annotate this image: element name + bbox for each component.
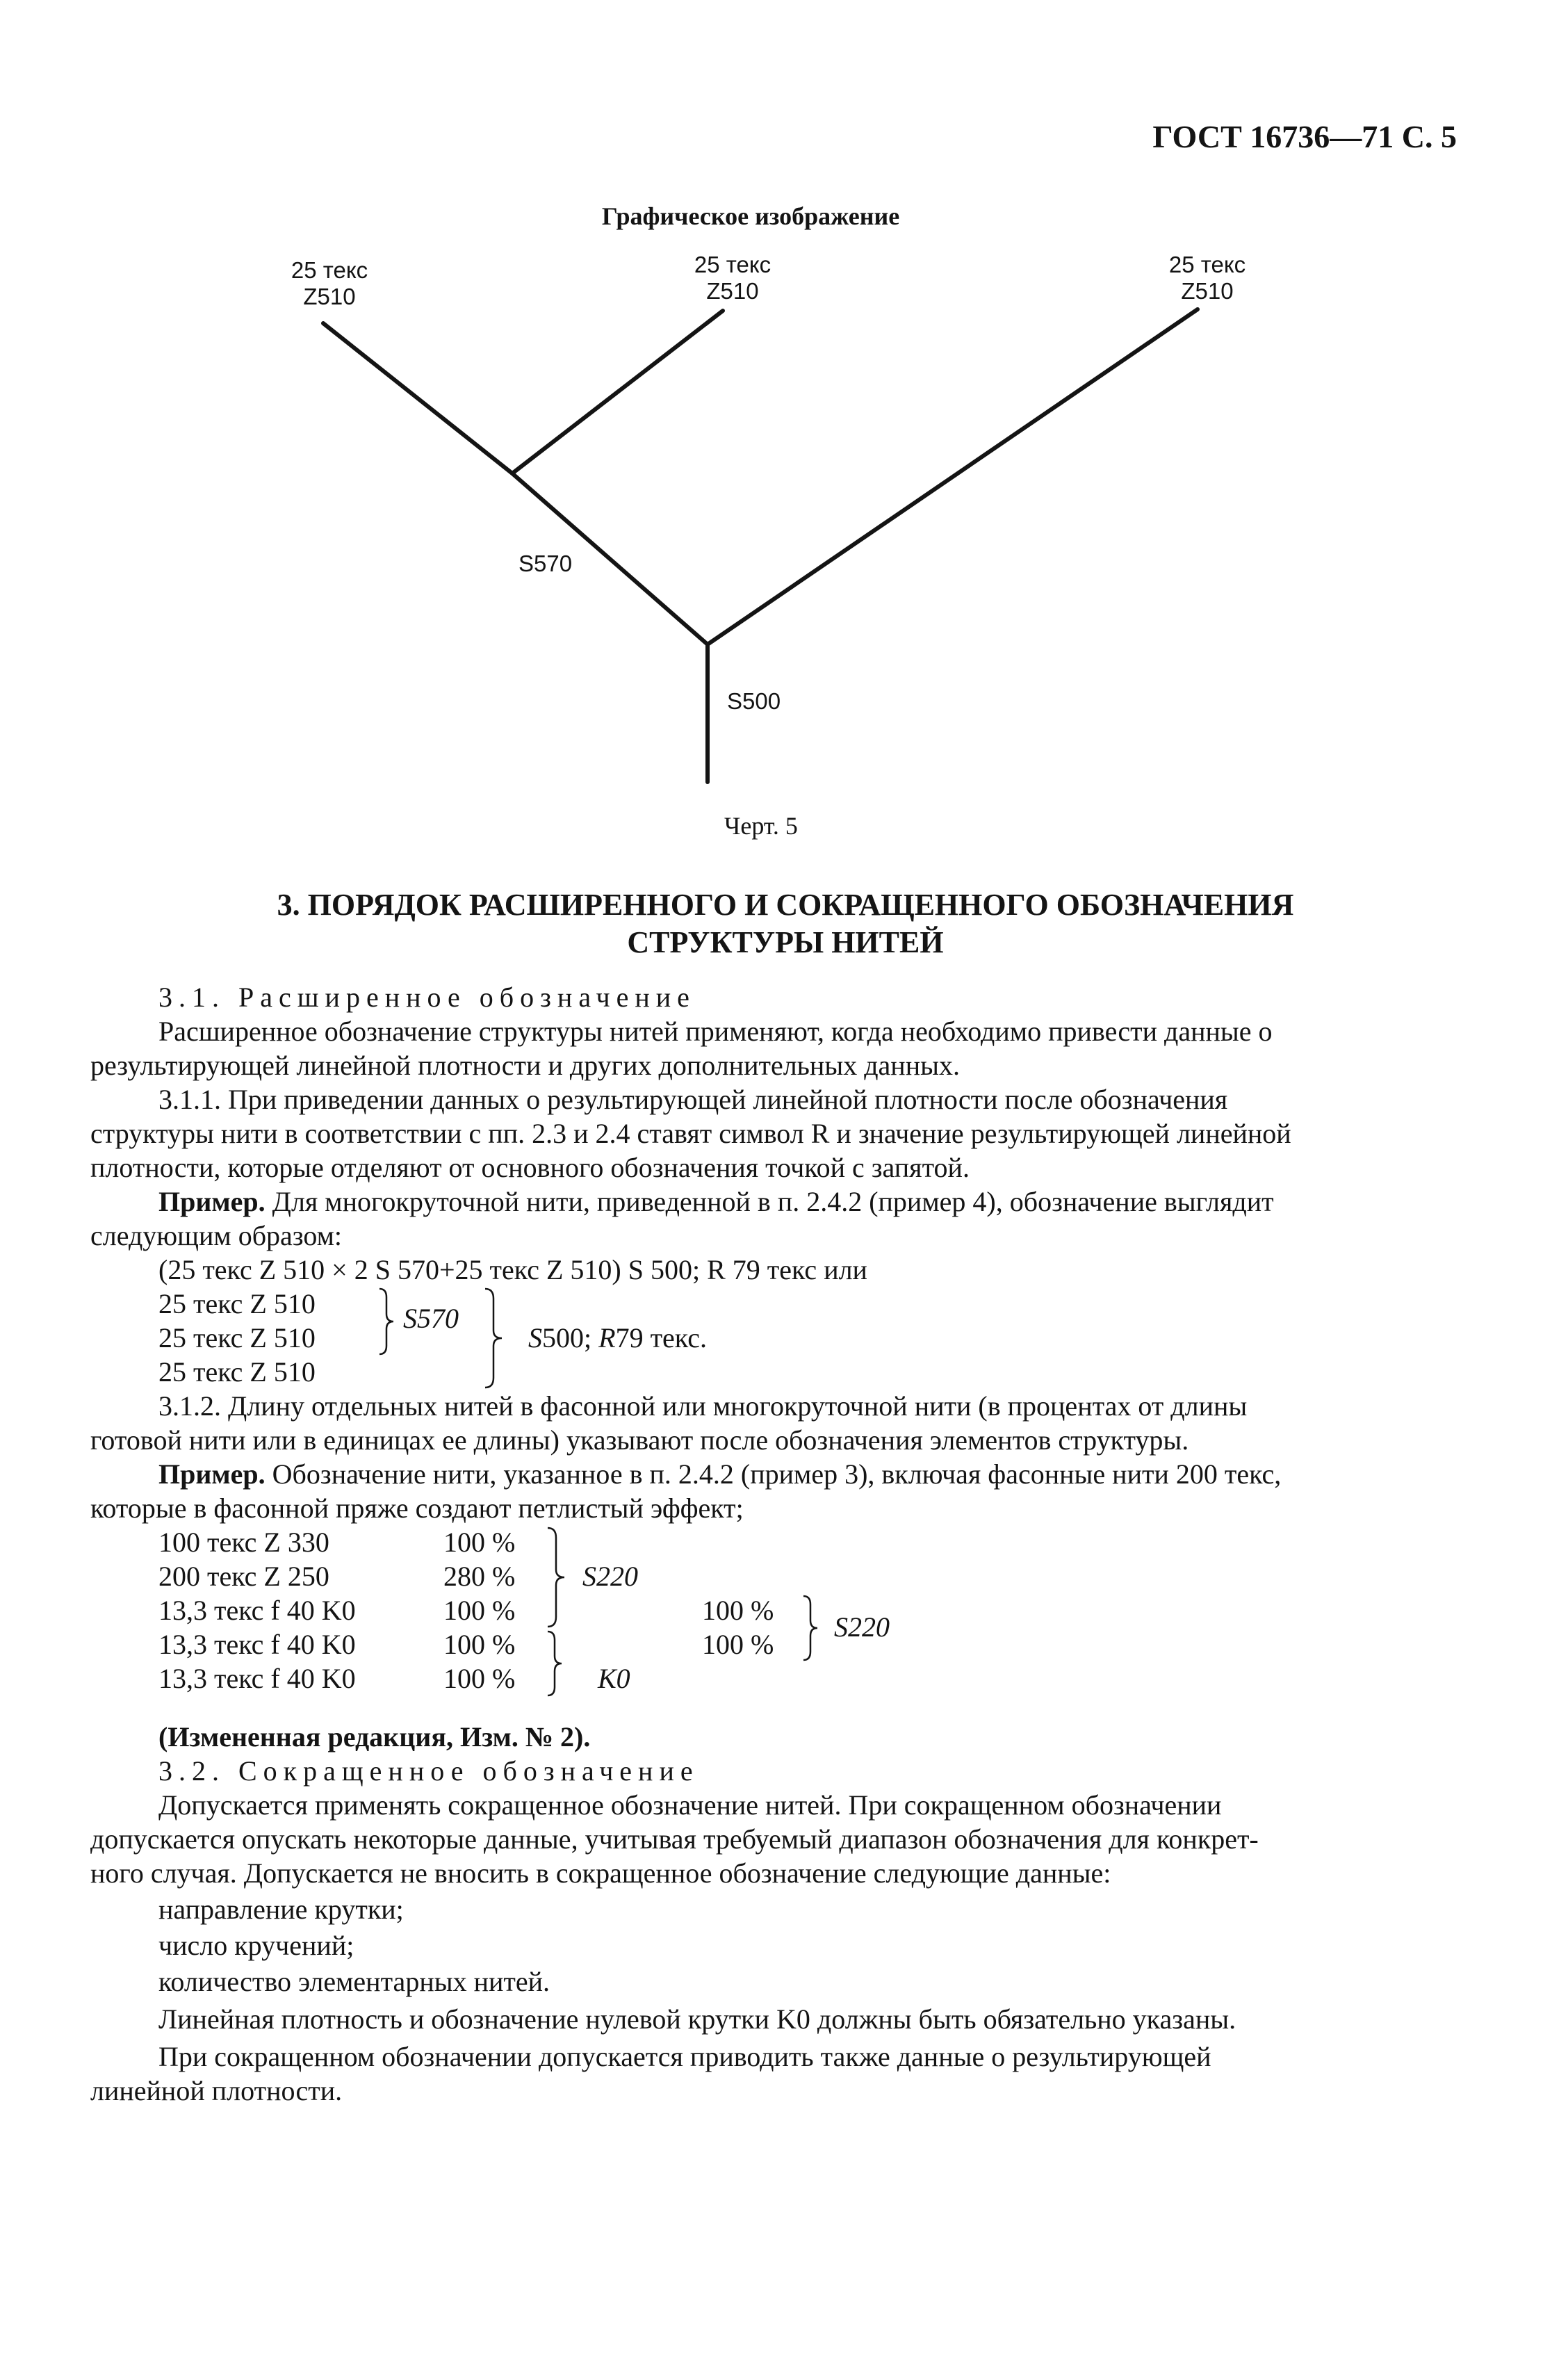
- percent-value: 280 %: [443, 1561, 516, 1592]
- example-2: Пример. Обозначение нити, указанное в п. 2.4.2 (пример 3), включая фасонные нити 200 текс,: [158, 1458, 1282, 1490]
- group-label-s220-outer: S220: [834, 1611, 890, 1643]
- paragraph: готовой нити или в единицах ее длины) указывают после обозначения элементов структуры.: [90, 1424, 1189, 1456]
- example-label: Пример.: [158, 1186, 266, 1217]
- figure-caption: Черт. 5: [724, 812, 798, 840]
- cable-label: S500: [727, 688, 781, 714]
- percent-value: 100 %: [443, 1629, 516, 1660]
- brace-icon: [375, 1287, 396, 1356]
- group-label-k0: K0: [598, 1663, 630, 1694]
- paragraph: следующим образом:: [90, 1220, 343, 1251]
- formula-row: 13,3 текс f 40 K0: [158, 1595, 356, 1626]
- subsection-3-2-title: 3.2. Сокращенное обозначение: [158, 1755, 699, 1787]
- subsection-3-1-title: 3.1. Расширенное обозначение: [158, 982, 696, 1013]
- example-label: Пример.: [158, 1458, 266, 1490]
- paragraph: 3.1.1. При приведении данных о результирующей линейной плотности после обозначения: [158, 1084, 1228, 1115]
- middle-thread-line: [512, 311, 723, 473]
- formula-row: 25 текс Z 510: [158, 1356, 316, 1388]
- formula-row: 200 текс Z 250: [158, 1561, 329, 1592]
- group-label-s220: S220: [582, 1561, 638, 1592]
- left-thread-line: [323, 323, 512, 473]
- thread-structure-diagram: [0, 0, 1568, 834]
- paragraph: Расширенное обозначение структуры нитей применяют, когда необходимо привести данные о: [158, 1016, 1273, 1047]
- percent-value: 100 %: [443, 1527, 516, 1558]
- percent-value: 100 %: [443, 1663, 516, 1694]
- paragraph: результирующей линейной плотности и других дополнительных данных.: [90, 1050, 960, 1081]
- brace-icon: [544, 1527, 569, 1628]
- brace-icon: [481, 1287, 506, 1389]
- formula: (25 текс Z 510 × 2 S 570+25 текс Z 510) S 500; R 79 текс или: [158, 1254, 867, 1285]
- formula-result: S500; R79 текс.: [528, 1322, 707, 1353]
- paragraph: При сокращенном обозначении допускается приводить также данные о результирующей: [158, 2041, 1211, 2072]
- formula-row: 25 текс Z 510: [158, 1322, 316, 1353]
- paragraph: ного случая. Допускается не вносить в сокращенное обозначение следующие данные:: [90, 1857, 1111, 1889]
- paragraph: структуры нити в соответствии с пп. 2.3 и 2.4 ставят символ R и значение результирующей линейной: [90, 1118, 1291, 1149]
- formula-row: 100 текс Z 330: [158, 1527, 329, 1558]
- thread-middle-label: 25 текс Z510: [694, 252, 771, 304]
- list-item: число кручений;: [158, 1930, 354, 1961]
- paragraph: Допускается применять сокращенное обозначение нитей. При сокращенном обозначении: [158, 1789, 1222, 1821]
- right-thread-line: [708, 309, 1198, 644]
- percent-value: 100 %: [702, 1629, 774, 1660]
- list-item: направление крутки;: [158, 1894, 404, 1925]
- thread-right-label: 25 текс Z510: [1168, 252, 1246, 304]
- paragraph: которые в фасонной пряже создают петлистый эффект;: [90, 1492, 744, 1524]
- brace-icon: [799, 1595, 820, 1661]
- page-header: ГОСТ 16736—71 С. 5: [1152, 119, 1457, 154]
- group-label-s570: S570: [403, 1303, 459, 1334]
- paragraph: плотности, которые отделяют от основного обозначения точкой с запятой.: [90, 1152, 970, 1183]
- figure-title: Графическое изображение: [601, 202, 900, 230]
- list-item: количество элементарных нитей.: [158, 1966, 550, 1997]
- amendment-note: (Измененная редакция, Изм. № 2).: [158, 1721, 591, 1752]
- formula-row: 13,3 текс f 40 K0: [158, 1629, 356, 1660]
- percent-value: 100 %: [443, 1595, 516, 1626]
- ply-label: S570: [518, 551, 573, 576]
- paragraph: допускается опускать некоторые данные, учитывая требуемый диапазон обозначения для конкрет-: [90, 1823, 1259, 1855]
- paragraph: 3.1.2. Длину отдельных нитей в фасонной или многокруточной нити (в процентах от длины: [158, 1390, 1248, 1422]
- brace-icon: [544, 1630, 564, 1697]
- paragraph: линейной плотности.: [90, 2075, 343, 2106]
- percent-value: 100 %: [702, 1595, 774, 1626]
- paragraph: Линейная плотность и обозначение нулевой крутки K0 должны быть обязательно указаны.: [158, 2003, 1236, 2035]
- section-heading: 3. ПОРЯДОК РАСШИРЕННОГО И СОКРАЩЕННОГО ОБОЗНАЧЕНИЯ СТРУКТУРЫ НИТЕЙ: [277, 888, 1294, 959]
- formula-row: 25 текс Z 510: [158, 1288, 316, 1319]
- thread-left-label: 25 текс Z510: [291, 257, 368, 309]
- formula-row: 13,3 текс f 40 K0: [158, 1663, 356, 1694]
- example-1: Пример. Для многокруточной нити, приведенной в п. 2.4.2 (пример 4), обозначение выглядит: [158, 1186, 1274, 1217]
